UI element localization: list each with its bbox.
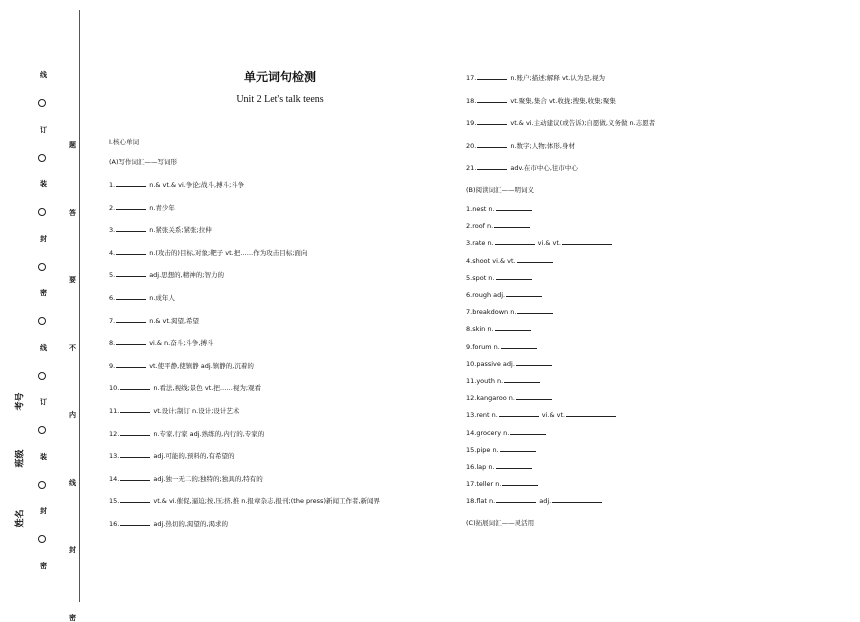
- binding-hole-circle: [38, 426, 46, 434]
- seal-char: 密: [40, 561, 47, 570]
- item-number: 3.: [109, 226, 116, 235]
- seal-char: 题: [69, 141, 76, 149]
- binding-hole-circle: [38, 317, 46, 325]
- item-number: 1.: [109, 181, 116, 189]
- vocab-item: [109, 338, 214, 347]
- vocab-item: [466, 73, 605, 82]
- reading-item: [466, 342, 540, 351]
- vocab-item: [466, 118, 655, 127]
- seal-char: 答: [69, 208, 76, 217]
- answer-blank[interactable]: [120, 519, 150, 526]
- answer-blank[interactable]: [477, 96, 507, 103]
- reading-word: 16.lap n.: [466, 463, 495, 471]
- vocab-item: [109, 406, 239, 415]
- vocab-item: [109, 316, 199, 325]
- reading-item: [466, 273, 535, 282]
- vocab-item: [109, 429, 264, 438]
- seal-char: 封: [40, 234, 47, 243]
- answer-blank[interactable]: [116, 361, 146, 368]
- reading-word: 6.rough adj.: [466, 291, 506, 299]
- answer-blank[interactable]: [477, 118, 507, 125]
- item-number: 9.: [109, 361, 116, 370]
- reading-item: [466, 410, 619, 419]
- item-number: 16.: [109, 520, 120, 528]
- reading-word: 4.shoot vi.& vt.: [466, 256, 516, 265]
- answer-blank[interactable]: [116, 180, 146, 187]
- vocab-item: [109, 474, 263, 483]
- seal-char: 内: [69, 411, 76, 419]
- answer-blank[interactable]: [501, 342, 537, 349]
- item-definition: adj.独一无二的;独特的;独具的,特有的: [153, 474, 263, 483]
- answer-blank[interactable]: [552, 496, 602, 503]
- answer-blank[interactable]: [500, 445, 536, 452]
- reading-item: [466, 428, 549, 437]
- reading-item: [466, 324, 534, 333]
- item-number: 20.: [466, 141, 477, 150]
- vocab-item: [109, 270, 224, 279]
- answer-blank[interactable]: [477, 73, 507, 80]
- binding-margin: [0, 0, 90, 622]
- seal-char: 线: [69, 478, 76, 487]
- answer-blank[interactable]: [120, 474, 150, 481]
- answer-blank[interactable]: [502, 479, 538, 486]
- answer-blank[interactable]: [516, 359, 552, 366]
- reading-item: [466, 479, 541, 488]
- answer-blank[interactable]: [499, 410, 539, 417]
- vocab-item: [109, 248, 307, 257]
- answer-blank[interactable]: [120, 451, 150, 458]
- seal-char: 装: [40, 452, 47, 461]
- answer-blank[interactable]: [116, 248, 146, 255]
- vocab-item: [109, 496, 380, 505]
- reading-word: 1.nest n.: [466, 205, 495, 213]
- reading-word: 9.forum n.: [466, 342, 500, 351]
- vocab-item: [109, 293, 175, 302]
- answer-blank[interactable]: [477, 141, 507, 148]
- item-number: 11.: [109, 407, 120, 415]
- section-b-heading: (B)阅读词汇——明词义: [466, 186, 535, 194]
- reading-word: 3.rate n.: [466, 239, 494, 248]
- item-definition: vt.& vi.主动建议(或告诉);自愿做,义务做 n.志愿者: [510, 119, 656, 127]
- answer-blank[interactable]: [510, 428, 546, 435]
- reading-word: 10.passive adj.: [466, 359, 515, 368]
- seal-char: 要: [69, 276, 76, 284]
- section-a-heading: (A)写作词汇——写词形: [109, 158, 178, 166]
- item-definition: vt.& vi.催促,逼迫;按,压;挤,推 n.报章杂志,报刊;(the press)新闻工作者,新闻界: [153, 497, 381, 506]
- item-definition: vi.& n.奋斗;斗争,搏斗: [149, 339, 214, 348]
- item-number: 10.: [109, 384, 120, 393]
- item-number: 12.: [109, 429, 120, 438]
- answer-blank[interactable]: [116, 203, 146, 210]
- item-definition: vt.设计;制订 n.设计;设计艺术: [153, 407, 240, 415]
- binding-hole-circle: [38, 263, 46, 271]
- item-number: 13.: [109, 452, 120, 461]
- answer-blank[interactable]: [517, 256, 553, 263]
- item-definition: n.专家,行家 adj.熟练的,内行的,专家的: [153, 429, 265, 438]
- item-definition: adj.思想的,精神的;智力的: [149, 271, 224, 280]
- reading-pos: adj.: [539, 497, 552, 506]
- reading-item: [466, 204, 535, 213]
- item-definition: adj.可能的,预料的,有希望的: [153, 452, 235, 461]
- reading-item: [466, 256, 556, 265]
- answer-blank[interactable]: [120, 429, 150, 436]
- reading-item: [466, 393, 555, 402]
- item-definition: adv.在市中心,往市中心: [510, 164, 578, 172]
- answer-blank[interactable]: [495, 238, 535, 245]
- reading-word: 2.roof n.: [466, 222, 494, 231]
- item-definition: n.青少年: [149, 203, 175, 212]
- binding-hole-circle: [38, 99, 46, 107]
- binding-hole-circle: [38, 535, 46, 543]
- item-number: 18.: [466, 96, 477, 105]
- reading-item: [466, 290, 545, 299]
- vocab-item: [109, 451, 234, 460]
- vocab-item: [109, 203, 175, 212]
- answer-blank[interactable]: [116, 316, 146, 323]
- item-definition: n.& vt.渴望,希望: [149, 316, 200, 325]
- binding-hole-circle: [38, 372, 46, 380]
- seal-char: 密: [69, 613, 76, 622]
- answer-blank[interactable]: [516, 393, 552, 400]
- reading-item: [466, 445, 539, 454]
- answer-blank[interactable]: [517, 307, 553, 314]
- reading-word: 8.skin n.: [466, 325, 494, 334]
- reading-item: [466, 462, 535, 471]
- seal-char: 线: [40, 71, 47, 79]
- student-info-label: 班级: [15, 449, 26, 468]
- item-definition: n.(攻击的)目标,对象;靶子 vt.把……作为攻击目标;面向: [149, 248, 308, 257]
- answer-blank[interactable]: [120, 383, 150, 390]
- item-number: 6.: [109, 294, 116, 302]
- reading-word: 5.spot n.: [466, 273, 495, 282]
- reading-word: 13.rent n.: [466, 411, 498, 420]
- reading-word: 18.flat n.: [466, 497, 496, 506]
- answer-blank[interactable]: [496, 496, 536, 503]
- reading-pos: vi.& vt.: [541, 411, 566, 420]
- item-number: 5.: [109, 271, 116, 280]
- reading-word: 12.kangaroo n.: [466, 394, 515, 403]
- answer-blank[interactable]: [496, 273, 532, 280]
- item-definition: vt.使平静,使镇静 adj.镇静的,沉着的: [149, 361, 254, 370]
- item-definition: n.看法,视线;景色 vt.把……视为;观看: [153, 384, 262, 393]
- reading-word: 7.breakdown n.: [466, 308, 517, 317]
- item-definition: vt.聚集,集合 vt.收拢;搜集,收集;聚集: [510, 96, 616, 105]
- answer-blank[interactable]: [120, 406, 150, 413]
- binding-hole-circle: [38, 208, 46, 216]
- student-info-label: 考号: [15, 392, 26, 411]
- answer-blank[interactable]: [496, 462, 532, 469]
- item-number: 17.: [466, 74, 477, 82]
- item-definition: n.账户;描述;解释 vt.认为是,视为: [510, 74, 606, 82]
- seal-char: 装: [40, 180, 47, 188]
- answer-blank[interactable]: [116, 338, 146, 345]
- item-number: 4.: [109, 248, 116, 257]
- reading-item: [466, 376, 543, 385]
- seal-char: 封: [69, 546, 76, 554]
- reading-pos: vi.& vt.: [537, 239, 561, 248]
- item-definition: n.成年人: [149, 294, 175, 302]
- item-number: 19.: [466, 119, 477, 127]
- seal-char: 订: [40, 398, 47, 406]
- answer-blank[interactable]: [116, 225, 146, 232]
- vocab-item: [109, 519, 228, 528]
- reading-word: 11.youth n.: [466, 377, 504, 385]
- reading-item: [466, 307, 556, 316]
- item-number: 14.: [109, 474, 120, 483]
- student-info-label: 姓名: [15, 509, 26, 528]
- vocab-item: [109, 383, 261, 392]
- answer-blank[interactable]: [496, 204, 532, 211]
- seal-char: 订: [40, 125, 47, 134]
- seal-char: 线: [40, 343, 47, 352]
- answer-blank[interactable]: [120, 496, 150, 503]
- seal-char: 封: [40, 507, 47, 515]
- item-definition: adj.热切的,渴望的,渴求的: [153, 520, 228, 528]
- answer-blank[interactable]: [562, 238, 612, 245]
- vocab-item: [109, 225, 212, 234]
- section-core-words: Ⅰ.核心单词: [109, 138, 139, 146]
- item-number: 15.: [109, 497, 120, 506]
- page-title: 单元词句检测: [243, 70, 316, 84]
- item-number: 8.: [109, 339, 116, 348]
- seal-char: 密: [40, 289, 47, 297]
- answer-blank[interactable]: [116, 293, 146, 300]
- reading-word: 15.pipe n.: [466, 445, 499, 454]
- item-definition: n.紧张关系;紧张;拉伸: [149, 226, 212, 235]
- binding-hole-circle: [38, 154, 46, 162]
- vocab-item: [109, 361, 254, 370]
- answer-blank[interactable]: [494, 221, 530, 228]
- answer-blank[interactable]: [477, 163, 507, 170]
- vocab-item: [466, 141, 575, 150]
- binding-hole-circle: [38, 481, 46, 489]
- answer-blank[interactable]: [506, 290, 542, 297]
- reading-item: [466, 496, 605, 505]
- reading-word: 14.grocery n.: [466, 428, 510, 437]
- page-subtitle: Unit 2 Let's talk teens: [236, 94, 324, 105]
- answer-blank[interactable]: [566, 410, 616, 417]
- vocab-item: [466, 163, 578, 172]
- vocab-item: [466, 96, 616, 105]
- item-number: 2.: [109, 203, 116, 212]
- item-number: 21.: [466, 164, 477, 172]
- item-number: 7.: [109, 316, 116, 325]
- answer-blank[interactable]: [116, 270, 146, 277]
- answer-blank[interactable]: [495, 324, 531, 331]
- item-definition: n.& vt.& vi.争论;战斗,搏斗;斗争: [149, 181, 245, 189]
- item-definition: n.数字;人物;体形,身材: [510, 141, 575, 150]
- answer-blank[interactable]: [504, 376, 540, 383]
- reading-item: [466, 238, 615, 247]
- reading-item: [466, 221, 533, 230]
- reading-item: [466, 359, 555, 368]
- vocab-item: [109, 180, 244, 189]
- section-c-heading: (C)拓展词汇——灵活用: [466, 519, 535, 527]
- binding-line: [79, 10, 80, 602]
- reading-word: 17.teller n.: [466, 480, 502, 489]
- seal-char: 不: [69, 343, 76, 352]
